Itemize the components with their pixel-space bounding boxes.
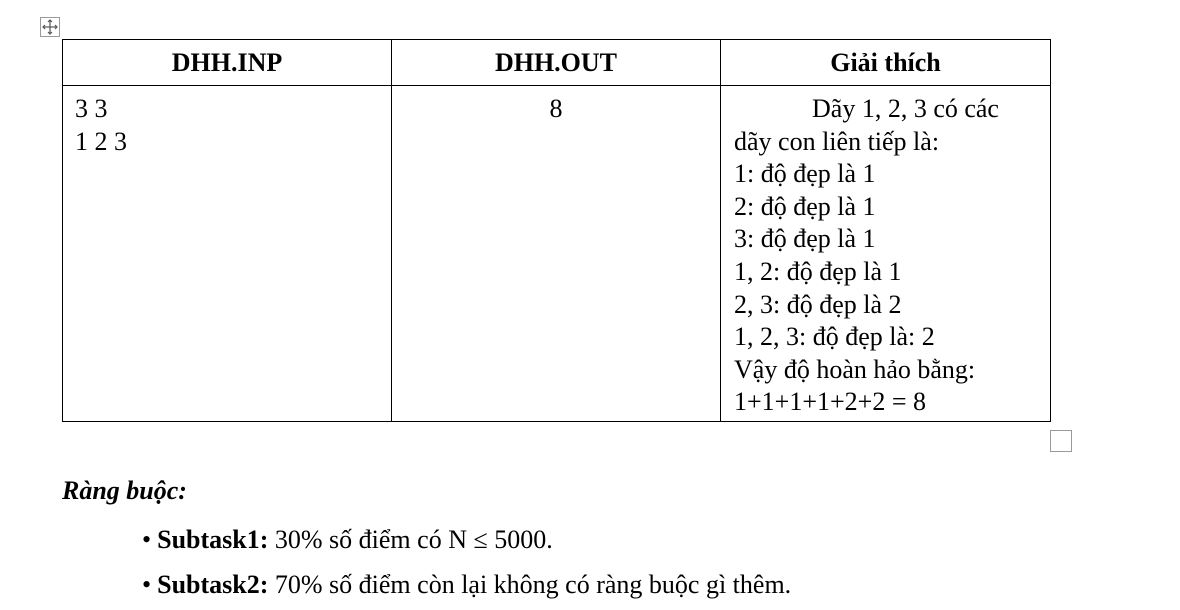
output-cell bbox=[392, 86, 721, 422]
subtask-label: Subtask2: bbox=[157, 570, 269, 599]
example-table bbox=[62, 39, 1051, 422]
explanation-line: 3: độ đẹp là 1 bbox=[734, 224, 876, 254]
table-resize-icon[interactable] bbox=[1050, 430, 1072, 452]
constraints-heading: Ràng buộc: bbox=[62, 476, 187, 505]
explanation-line: 1, 2: độ đẹp là 1 bbox=[734, 256, 902, 286]
table-row bbox=[63, 86, 1051, 422]
subtask-text: 30% số điểm có N ≤ 5000. bbox=[268, 525, 553, 554]
table-header-row bbox=[63, 40, 1051, 86]
header-output-file: DHH.OUT bbox=[392, 40, 721, 86]
header-explanation: Giải thích bbox=[721, 40, 1051, 86]
explanation-line: dãy con liên tiếp là: bbox=[734, 126, 940, 156]
explanation-line: 1: độ đẹp là 1 bbox=[734, 159, 876, 189]
subtask-list bbox=[142, 520, 791, 610]
explanation-line: Dãy 1, 2, 3 có các bbox=[812, 94, 999, 123]
explanation-line: 2: độ đẹp là 1 bbox=[734, 191, 876, 221]
list-item bbox=[142, 565, 791, 610]
list-item bbox=[142, 520, 791, 565]
move-arrows-icon bbox=[41, 18, 59, 36]
bullet-icon: • bbox=[142, 525, 152, 554]
input-line: 1 2 3 bbox=[75, 126, 127, 156]
subtask-label: Subtask1: bbox=[157, 525, 269, 554]
output-value: 8 bbox=[549, 94, 563, 123]
subtask-text: 70% số điểm còn lại không có ràng buộc gì thêm. bbox=[268, 570, 792, 599]
bullet-icon: • bbox=[142, 570, 152, 599]
explanation-line: Vậy độ hoàn hảo bằng: bbox=[734, 354, 976, 384]
explanation-line: 1+1+1+1+2+2 = 8 bbox=[734, 387, 926, 417]
header-input-file: DHH.INP bbox=[63, 40, 392, 86]
explanation-cell bbox=[721, 86, 1051, 422]
table-move-handle[interactable] bbox=[40, 17, 60, 37]
explanation-line: 1, 2, 3: độ đẹp là: 2 bbox=[734, 322, 935, 352]
input-cell bbox=[63, 86, 392, 422]
input-line: 3 3 bbox=[75, 94, 108, 123]
explanation-line: 2, 3: độ đẹp là 2 bbox=[734, 289, 902, 319]
